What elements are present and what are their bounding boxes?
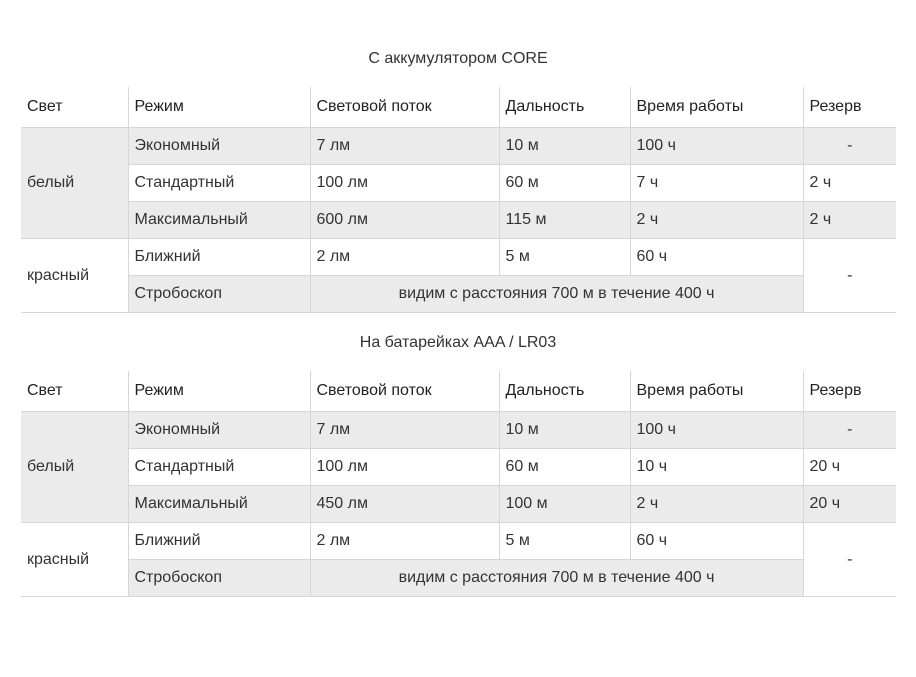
- reserve-cell: -: [803, 128, 896, 165]
- range-cell: 5 м: [499, 239, 630, 276]
- runtime-cell: 2 ч: [630, 486, 803, 523]
- runtime-cell: 100 ч: [630, 128, 803, 165]
- range-cell: 5 м: [499, 523, 630, 560]
- strobe-visibility-cell: видим с расстояния 700 м в течение 400 ч: [310, 276, 803, 313]
- table-1-title: С аккумулятором CORE: [368, 50, 548, 67]
- flux-cell: 2 лм: [310, 523, 499, 560]
- mode-cell: Максимальный: [128, 202, 310, 239]
- flux-cell: 600 лм: [310, 202, 499, 239]
- runtime-cell: 7 ч: [630, 165, 803, 202]
- light-white-label: белый: [21, 412, 128, 523]
- header-light: Свет: [21, 87, 128, 128]
- mode-cell: Стробоскоп: [128, 560, 310, 597]
- header-light: Свет: [21, 371, 128, 412]
- spec-table-aaa: [21, 371, 896, 597]
- header-reserve: Резерв: [803, 371, 896, 412]
- table-row: [21, 239, 896, 276]
- mode-cell: Экономный: [128, 128, 310, 165]
- table-2-title: На батарейках AAA / LR03: [359, 334, 557, 351]
- header-range: Дальность: [499, 371, 630, 412]
- table-row: [21, 165, 896, 202]
- table-row: [21, 128, 896, 165]
- header-flux: Световой поток: [310, 371, 499, 412]
- header-flux: Световой поток: [310, 87, 499, 128]
- table-row: [21, 202, 896, 239]
- mode-cell: Экономный: [128, 412, 310, 449]
- range-cell: 10 м: [499, 128, 630, 165]
- reserve-cell: -: [803, 239, 896, 313]
- runtime-cell: 100 ч: [630, 412, 803, 449]
- table-row: [21, 523, 896, 560]
- range-cell: 60 м: [499, 449, 630, 486]
- range-cell: 60 м: [499, 165, 630, 202]
- flux-cell: 7 лм: [310, 412, 499, 449]
- table-header-row: [21, 371, 896, 412]
- mode-cell: Ближний: [128, 239, 310, 276]
- light-red-label: красный: [21, 523, 128, 597]
- mode-cell: Ближний: [128, 523, 310, 560]
- table-row: [21, 560, 896, 597]
- header-mode: Режим: [128, 371, 310, 412]
- mode-cell: Стандартный: [128, 165, 310, 202]
- flux-cell: 7 лм: [310, 128, 499, 165]
- header-runtime: Время работы: [630, 87, 803, 128]
- table-row: [21, 449, 896, 486]
- mode-cell: Стробоскоп: [128, 276, 310, 313]
- strobe-visibility-cell: видим с расстояния 700 м в течение 400 ч: [310, 560, 803, 597]
- mode-cell: Стандартный: [128, 449, 310, 486]
- header-range: Дальность: [499, 87, 630, 128]
- flux-cell: 450 лм: [310, 486, 499, 523]
- reserve-cell: 20 ч: [803, 486, 896, 523]
- table-row: [21, 412, 896, 449]
- runtime-cell: 60 ч: [630, 239, 803, 276]
- runtime-cell: 2 ч: [630, 202, 803, 239]
- reserve-cell: 20 ч: [803, 449, 896, 486]
- reserve-cell: -: [803, 412, 896, 449]
- range-cell: 10 м: [499, 412, 630, 449]
- flux-cell: 100 лм: [310, 449, 499, 486]
- header-mode: Режим: [128, 87, 310, 128]
- flux-cell: 2 лм: [310, 239, 499, 276]
- range-cell: 100 м: [499, 486, 630, 523]
- runtime-cell: 10 ч: [630, 449, 803, 486]
- reserve-cell: 2 ч: [803, 202, 896, 239]
- header-runtime: Время работы: [630, 371, 803, 412]
- header-reserve: Резерв: [803, 87, 896, 128]
- flux-cell: 100 лм: [310, 165, 499, 202]
- table-header-row: [21, 87, 896, 128]
- mode-cell: Максимальный: [128, 486, 310, 523]
- light-white-label: белый: [21, 128, 128, 239]
- spec-table-core: [21, 87, 896, 313]
- table-row: [21, 276, 896, 313]
- reserve-cell: 2 ч: [803, 165, 896, 202]
- light-red-label: красный: [21, 239, 128, 313]
- reserve-cell: -: [803, 523, 896, 597]
- range-cell: 115 м: [499, 202, 630, 239]
- table-row: [21, 486, 896, 523]
- runtime-cell: 60 ч: [630, 523, 803, 560]
